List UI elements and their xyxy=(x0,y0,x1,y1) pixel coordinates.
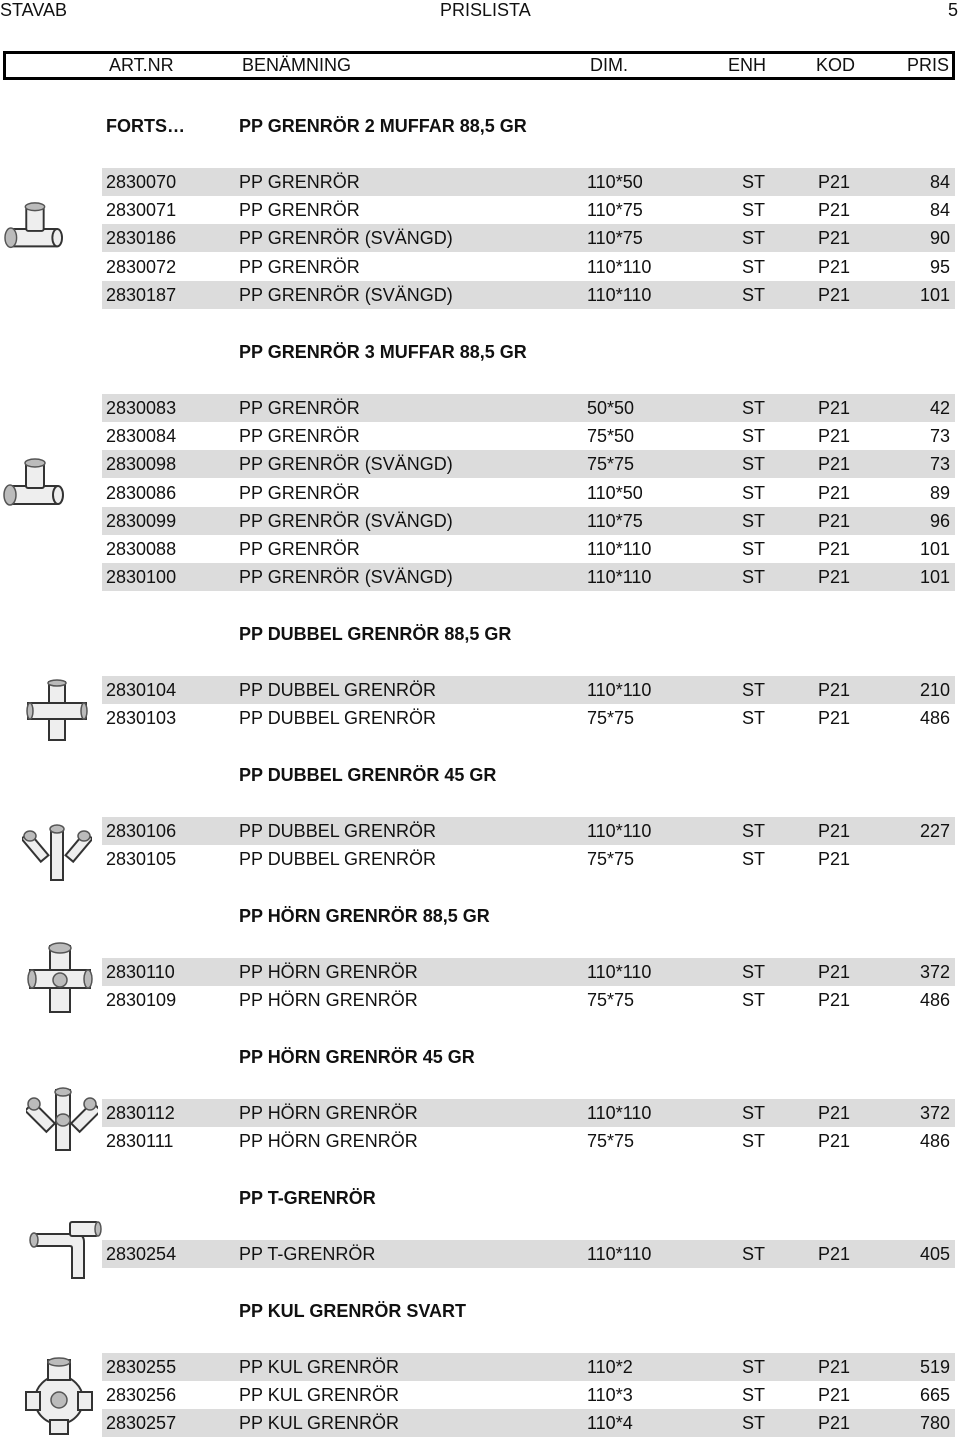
product-name: PP DUBBEL GRENRÖR xyxy=(239,708,437,728)
header-enh: ENH xyxy=(728,55,767,75)
article-number: 2830072 xyxy=(106,257,177,277)
document-title: PRISLISTA xyxy=(440,0,531,20)
table-row xyxy=(102,394,955,422)
price: 42 xyxy=(929,398,950,418)
price: 101 xyxy=(919,539,950,559)
article-number: 2830257 xyxy=(106,1413,177,1433)
article-number: 2830112 xyxy=(106,1103,175,1123)
product-name: PP GRENRÖR xyxy=(239,172,360,192)
product-name: PP GRENRÖR (SVÄNGD) xyxy=(239,567,453,587)
price: 227 xyxy=(919,821,950,841)
table-row xyxy=(102,704,955,732)
price: 372 xyxy=(919,1103,950,1123)
price-code: P21 xyxy=(818,511,851,531)
product-name: PP KUL GRENRÖR xyxy=(239,1357,400,1377)
table-row xyxy=(102,535,955,563)
product-name: PP GRENRÖR xyxy=(239,426,360,446)
article-number: 2830098 xyxy=(106,454,177,474)
header-kod: KOD xyxy=(816,55,856,75)
section-title: PP DUBBEL GRENRÖR 45 GR xyxy=(239,765,497,785)
section-title: PP GRENRÖR 3 MUFFAR 88,5 GR xyxy=(239,342,527,362)
product-name: PP T-GRENRÖR xyxy=(239,1244,376,1264)
dimension: 75*75 xyxy=(587,1131,635,1151)
price-code: P21 xyxy=(818,426,851,446)
unit: ST xyxy=(742,1131,766,1151)
table-row xyxy=(102,986,955,1014)
table-row xyxy=(102,1099,955,1127)
price: 84 xyxy=(929,200,950,220)
dimension: 110*110 xyxy=(587,257,652,277)
price: 73 xyxy=(929,426,950,446)
dimension: 110*75 xyxy=(587,228,643,248)
corner-y-fitting-icon xyxy=(26,1082,98,1154)
price-code: P21 xyxy=(818,567,851,587)
section-title: PP GRENRÖR 2 MUFFAR 88,5 GR xyxy=(239,116,527,136)
tee-fitting-icon xyxy=(2,456,66,516)
unit: ST xyxy=(742,172,766,192)
product-name: PP GRENRÖR (SVÄNGD) xyxy=(239,228,453,248)
price: 84 xyxy=(929,172,950,192)
product-name: PP GRENRÖR xyxy=(239,483,360,503)
company-name: STAVAB xyxy=(0,0,68,20)
article-number: 2830254 xyxy=(106,1244,177,1264)
article-number: 2830100 xyxy=(106,567,177,587)
dimension: 110*110 xyxy=(587,962,652,982)
product-name: PP KUL GRENRÖR xyxy=(239,1413,400,1433)
unit: ST xyxy=(742,228,766,248)
t-bend-fitting-icon xyxy=(26,1218,102,1280)
article-number: 2830186 xyxy=(106,228,177,248)
unit: ST xyxy=(742,539,766,559)
price: 210 xyxy=(919,680,950,700)
table-row xyxy=(102,1381,955,1409)
price: 101 xyxy=(919,567,950,587)
price: 73 xyxy=(929,454,950,474)
price-code: P21 xyxy=(818,172,851,192)
dimension: 75*75 xyxy=(587,990,635,1010)
price-code: P21 xyxy=(818,539,851,559)
price-code: P21 xyxy=(818,398,851,418)
table-row xyxy=(102,676,955,704)
price-code: P21 xyxy=(818,1413,851,1433)
price-code: P21 xyxy=(818,483,851,503)
product-name: PP GRENRÖR xyxy=(239,200,360,220)
page-number: 5 xyxy=(947,0,958,20)
article-number: 2830187 xyxy=(106,285,177,305)
unit: ST xyxy=(742,511,766,531)
dimension: 110*3 xyxy=(587,1385,633,1405)
table-row xyxy=(102,422,955,450)
table-row xyxy=(102,958,955,986)
product-name: PP HÖRN GRENRÖR xyxy=(239,962,418,982)
header-pris: PRIS xyxy=(906,55,949,75)
table-row xyxy=(102,196,955,224)
dimension: 110*50 xyxy=(587,483,643,503)
table-row xyxy=(102,817,955,845)
unit: ST xyxy=(742,285,766,305)
article-number: 2830104 xyxy=(106,680,177,700)
cross-fitting-icon xyxy=(24,678,90,744)
table-row xyxy=(102,1127,955,1155)
price: 780 xyxy=(919,1413,950,1433)
price: 101 xyxy=(919,285,950,305)
price-code: P21 xyxy=(818,708,851,728)
price: 90 xyxy=(929,228,950,248)
price: 89 xyxy=(929,483,950,503)
dimension: 110*110 xyxy=(587,539,652,559)
price: 486 xyxy=(919,1131,950,1151)
product-name: PP GRENRÖR xyxy=(239,539,360,559)
header-art: ART.NR xyxy=(109,55,174,75)
unit: ST xyxy=(742,990,766,1010)
article-number: 2830099 xyxy=(106,511,177,531)
section-title: PP DUBBEL GRENRÖR 88,5 GR xyxy=(239,624,512,644)
unit: ST xyxy=(742,1244,766,1264)
unit: ST xyxy=(742,1413,766,1433)
price-code: P21 xyxy=(818,1244,851,1264)
price-code: P21 xyxy=(818,962,851,982)
unit: ST xyxy=(742,962,766,982)
article-number: 2830106 xyxy=(106,821,177,841)
product-name: PP HÖRN GRENRÖR xyxy=(239,1131,418,1151)
product-name: PP GRENRÖR (SVÄNGD) xyxy=(239,511,453,531)
price-code: P21 xyxy=(818,228,851,248)
price-code: P21 xyxy=(818,257,851,277)
product-name: PP DUBBEL GRENRÖR xyxy=(239,680,437,700)
article-number: 2830103 xyxy=(106,708,177,728)
table-row xyxy=(102,845,955,873)
price: 519 xyxy=(919,1357,950,1377)
price: 95 xyxy=(929,257,950,277)
unit: ST xyxy=(742,821,766,841)
price: 665 xyxy=(919,1385,950,1405)
dimension: 110*4 xyxy=(587,1413,633,1433)
corner-fitting-icon xyxy=(26,940,94,1016)
tee-fitting-icon xyxy=(2,200,66,258)
product-name: PP DUBBEL GRENRÖR xyxy=(239,849,437,869)
dimension: 110*110 xyxy=(587,680,652,700)
dimension: 110*75 xyxy=(587,200,643,220)
unit: ST xyxy=(742,426,766,446)
price: 486 xyxy=(919,990,950,1010)
product-name: PP GRENRÖR xyxy=(239,257,360,277)
product-name: PP GRENRÖR (SVÄNGD) xyxy=(239,285,453,305)
unit: ST xyxy=(742,257,766,277)
article-number: 2830109 xyxy=(106,990,177,1010)
product-name: PP HÖRN GRENRÖR xyxy=(239,990,418,1010)
unit: ST xyxy=(742,708,766,728)
article-number: 2830256 xyxy=(106,1385,177,1405)
product-name: PP HÖRN GRENRÖR xyxy=(239,1103,418,1123)
price-code: P21 xyxy=(818,990,851,1010)
dimension: 75*75 xyxy=(587,849,635,869)
continued-label: FORTS… xyxy=(106,116,185,136)
table-row xyxy=(102,450,955,478)
section-title: PP HÖRN GRENRÖR 45 GR xyxy=(239,1047,475,1067)
article-number: 2830088 xyxy=(106,539,177,559)
product-name: PP GRENRÖR xyxy=(239,398,360,418)
ball-fitting-icon xyxy=(24,1356,94,1438)
y-fitting-icon xyxy=(22,820,92,884)
unit: ST xyxy=(742,1103,766,1123)
dimension: 110*110 xyxy=(587,1244,652,1264)
table-row xyxy=(102,224,955,252)
section-title: PP HÖRN GRENRÖR 88,5 GR xyxy=(239,906,490,926)
article-number: 2830110 xyxy=(106,962,175,982)
article-number: 2830083 xyxy=(106,398,177,418)
unit: ST xyxy=(742,680,766,700)
unit: ST xyxy=(742,1357,766,1377)
price: 405 xyxy=(919,1244,950,1264)
price-code: P21 xyxy=(818,821,851,841)
table-row xyxy=(102,281,955,309)
table-row xyxy=(102,1353,955,1381)
unit: ST xyxy=(742,398,766,418)
section-title: PP T-GRENRÖR xyxy=(239,1188,376,1208)
price-code: P21 xyxy=(818,285,851,305)
price-code: P21 xyxy=(818,454,851,474)
table-row xyxy=(102,253,955,281)
dimension: 75*75 xyxy=(587,708,635,728)
dimension: 110*75 xyxy=(587,511,643,531)
table-row xyxy=(102,507,955,535)
unit: ST xyxy=(742,1385,766,1405)
price-code: P21 xyxy=(818,1103,851,1123)
page-header-line xyxy=(0,0,960,24)
unit: ST xyxy=(742,567,766,587)
dimension: 75*75 xyxy=(587,454,635,474)
price: 96 xyxy=(929,511,950,531)
dimension: 110*110 xyxy=(587,285,652,305)
unit: ST xyxy=(742,454,766,474)
dimension: 75*50 xyxy=(587,426,635,446)
article-number: 2830255 xyxy=(106,1357,177,1377)
table-row xyxy=(102,1240,955,1268)
article-number: 2830105 xyxy=(106,849,177,869)
article-number: 2830086 xyxy=(106,483,177,503)
header-dim: DIM. xyxy=(590,55,628,75)
product-name: PP KUL GRENRÖR xyxy=(239,1385,400,1405)
table-row xyxy=(102,168,955,196)
price-code: P21 xyxy=(818,680,851,700)
dimension: 110*110 xyxy=(587,567,652,587)
table-row xyxy=(102,479,955,507)
column-header xyxy=(3,51,955,80)
price-code: P21 xyxy=(818,849,851,869)
unit: ST xyxy=(742,483,766,503)
dimension: 110*110 xyxy=(587,1103,652,1123)
price-code: P21 xyxy=(818,1131,851,1151)
article-number: 2830070 xyxy=(106,172,177,192)
article-number: 2830111 xyxy=(106,1131,174,1151)
product-name: PP DUBBEL GRENRÖR xyxy=(239,821,437,841)
table-row xyxy=(102,1409,955,1437)
article-number: 2830071 xyxy=(106,200,177,220)
product-name: PP GRENRÖR (SVÄNGD) xyxy=(239,454,453,474)
unit: ST xyxy=(742,200,766,220)
unit: ST xyxy=(742,849,766,869)
dimension: 110*2 xyxy=(587,1357,633,1377)
dimension: 110*50 xyxy=(587,172,643,192)
section-title: PP KUL GRENRÖR SVART xyxy=(239,1301,467,1321)
dimension: 110*110 xyxy=(587,821,652,841)
header-name: BENÄMNING xyxy=(242,55,352,75)
price-code: P21 xyxy=(818,1357,851,1377)
article-number: 2830084 xyxy=(106,426,177,446)
table-row xyxy=(102,563,955,591)
price: 486 xyxy=(919,708,950,728)
price: 372 xyxy=(919,962,950,982)
dimension: 50*50 xyxy=(587,398,635,418)
price-code: P21 xyxy=(818,1385,851,1405)
price-code: P21 xyxy=(818,200,851,220)
